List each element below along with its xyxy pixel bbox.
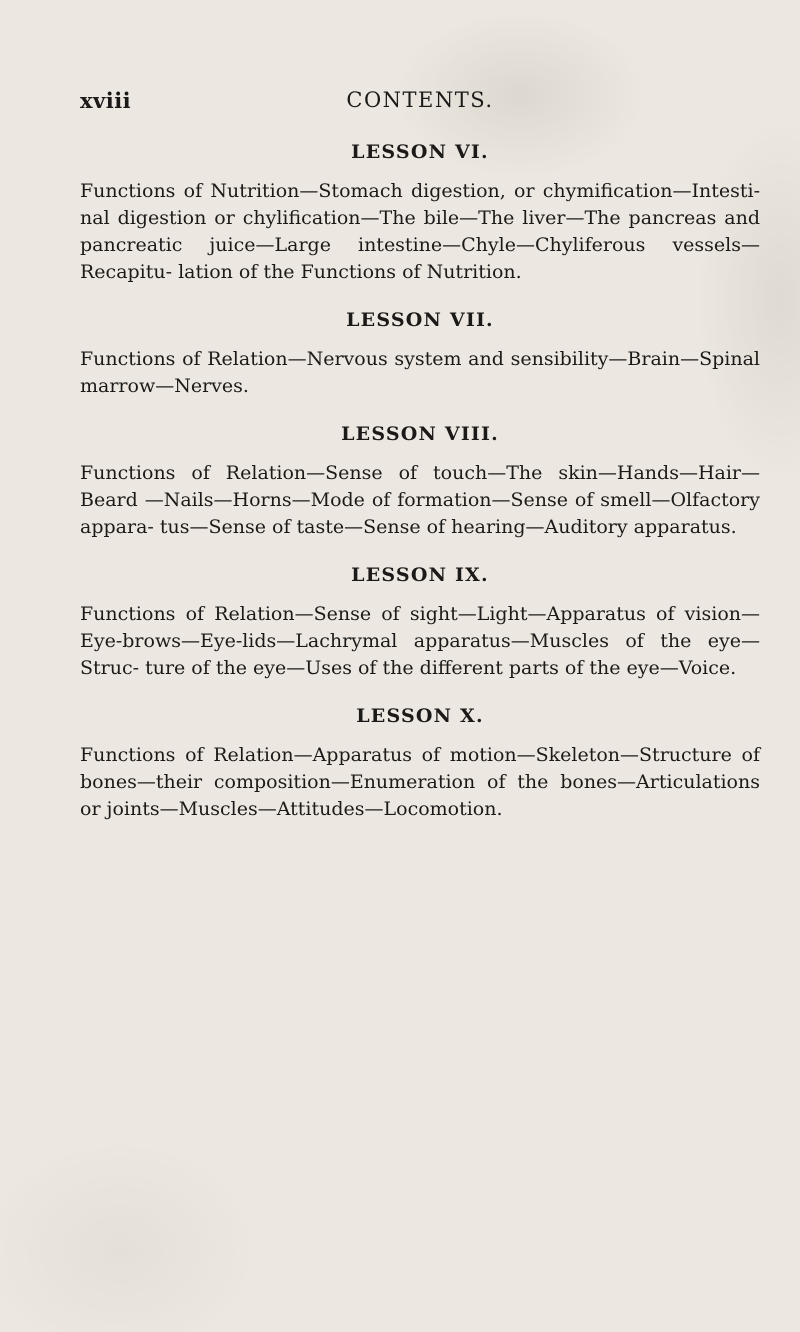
lesson-heading: LESSON VII. (346, 309, 494, 331)
lesson-summary: Functions of Relation—Sense of touch—The skin—Hands—Hair—Beard —Nails—Horns—Mode of formation—Sense of smell—Olfactory appara- tus—Sense of taste—Sense of hearing—Auditory apparatus. (80, 462, 760, 538)
lesson-summary: Functions of Nutrition—Stomach digestion, or chymification—Intesti- nal digestion or chylification—The bile—The liver—The pancreas and pancreatic juice—Large intestine—Chyle—Chyliferous vessels—Recapitu- lation of the Functions of Nutrition. (80, 180, 760, 283)
lesson-summary: Functions of Relation—Sense of sight—Light—Apparatus of vision— Eye-brows—Eye-lids—Lachrymal apparatus—Muscles of the eye—Struc- ture of the eye—Uses of the different parts of the eye—Voice. (80, 603, 760, 679)
lesson-heading: LESSON IX. (351, 564, 489, 586)
lesson-heading: LESSON VI. (351, 141, 489, 163)
lesson-vi (80, 140, 760, 286)
running-head (80, 88, 760, 118)
lesson-viii (80, 422, 760, 541)
page-number: xviii (80, 88, 132, 113)
lesson-vii (80, 308, 760, 400)
lesson-heading: LESSON VIII. (341, 423, 499, 445)
contents-body (80, 140, 760, 845)
lesson-summary: Functions of Relation—Apparatus of motion—Skeleton—Structure of bones—their composition—Enumeration of the bones—Articulations or joints—Muscles—Attitudes—Locomotion. (80, 744, 760, 820)
lesson-ix (80, 563, 760, 682)
lesson-summary: Functions of Relation—Nervous system and sensibility—Brain—Spinal marrow—Nerves. (80, 348, 760, 397)
lesson-heading: LESSON X. (356, 705, 484, 727)
page-title: CONTENTS. (346, 88, 494, 112)
lesson-x (80, 704, 760, 823)
